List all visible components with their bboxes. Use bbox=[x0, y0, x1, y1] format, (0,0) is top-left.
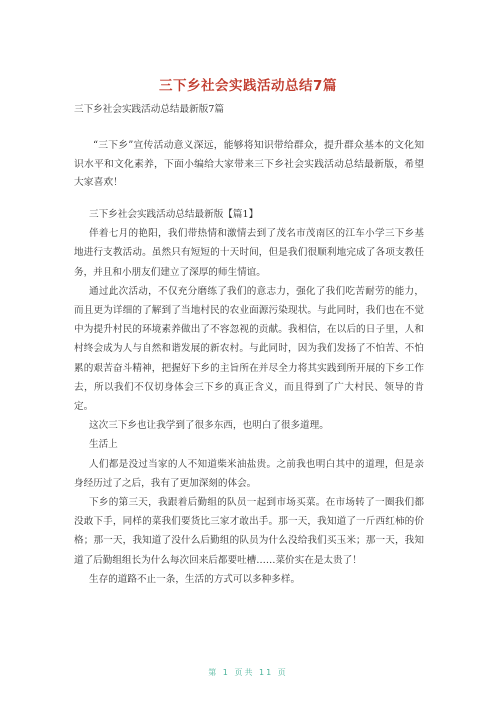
section-heading: 三下乡社会实践活动总结最新版【篇1】 bbox=[89, 209, 259, 220]
document-subtitle: 三下乡社会实践活动总结最新版7篇 bbox=[74, 104, 225, 115]
page-footer: 第 1 页共 11 页 bbox=[208, 668, 288, 677]
document-title: 三下乡社会实践活动总结7篇 bbox=[159, 78, 337, 94]
sub-heading: 生活上 bbox=[89, 439, 118, 451]
body-paragraph: 通过此次活动，不仅充分磨练了我们的意志力，强化了我们吃苦耐劳的能力，而且更为详细的了解到了当地村民的农业面源污染现状。与此同时，我们也在不觉中为提升村民的环境素养做出了不容忽视的贡献。我相信，在以后的日子里，人和村终会成为人与自然和谐发展的新农村。与此同时，因为我们发扬了不怕苦、不怕累的艰苦奋斗精神，把握好下乡的主旨所在并尽全力将其实践到所开展的下乡工作去，所以我们不仅切身体会三下乡的真正含义，而且得到了广大村民、领导的肯定。 bbox=[74, 285, 424, 413]
body-paragraph: 伴着七月的艳阳，我们带热情和激情去到了茂名市茂南区的江车小学三下乡基地进行支教活动。虽然只有短短的十天时间，但是我们很顺利地完成了各项支教任务，并且和小朋友们建立了深厚的师生情谊。 bbox=[74, 228, 424, 278]
body-paragraph: 下乡的第三天，我跟着后勤组的队员一起到市场买菜。在市场转了一圈我们都没敢下手，同样的菜我们要货比三家才敢出手。那一天，我知道了一斤西红柿的价格；那一天，我知道了没什么后勤组的队员为什么没给我们买玉米；那一天，我知道了后勤组组长为什么每次回来后都要吐槽……菜价实在是太贵了！ bbox=[74, 497, 424, 566]
body-section bbox=[74, 205, 424, 589]
body-paragraph: 生存的道路不止一条，生活的方式可以多种多样。 bbox=[89, 573, 301, 585]
intro-paragraph: “三下乡”宣传活动意义深远，能够将知识带给群众，提升群众基本的文化知识水平和文化素养，下面小编给大家带来三下乡社会实践活动总结最新版，希望大家喜欢！ bbox=[74, 140, 424, 188]
body-paragraph: 人们都是没过当家的人不知道柴米油盐贵。之前我也明白其中的道理，但是亲身经历过了之后，我有了更加深刻的体会。 bbox=[74, 458, 424, 489]
body-paragraph: 这次三下乡也让我学到了很多东西，也明白了很多道理。 bbox=[89, 420, 329, 432]
